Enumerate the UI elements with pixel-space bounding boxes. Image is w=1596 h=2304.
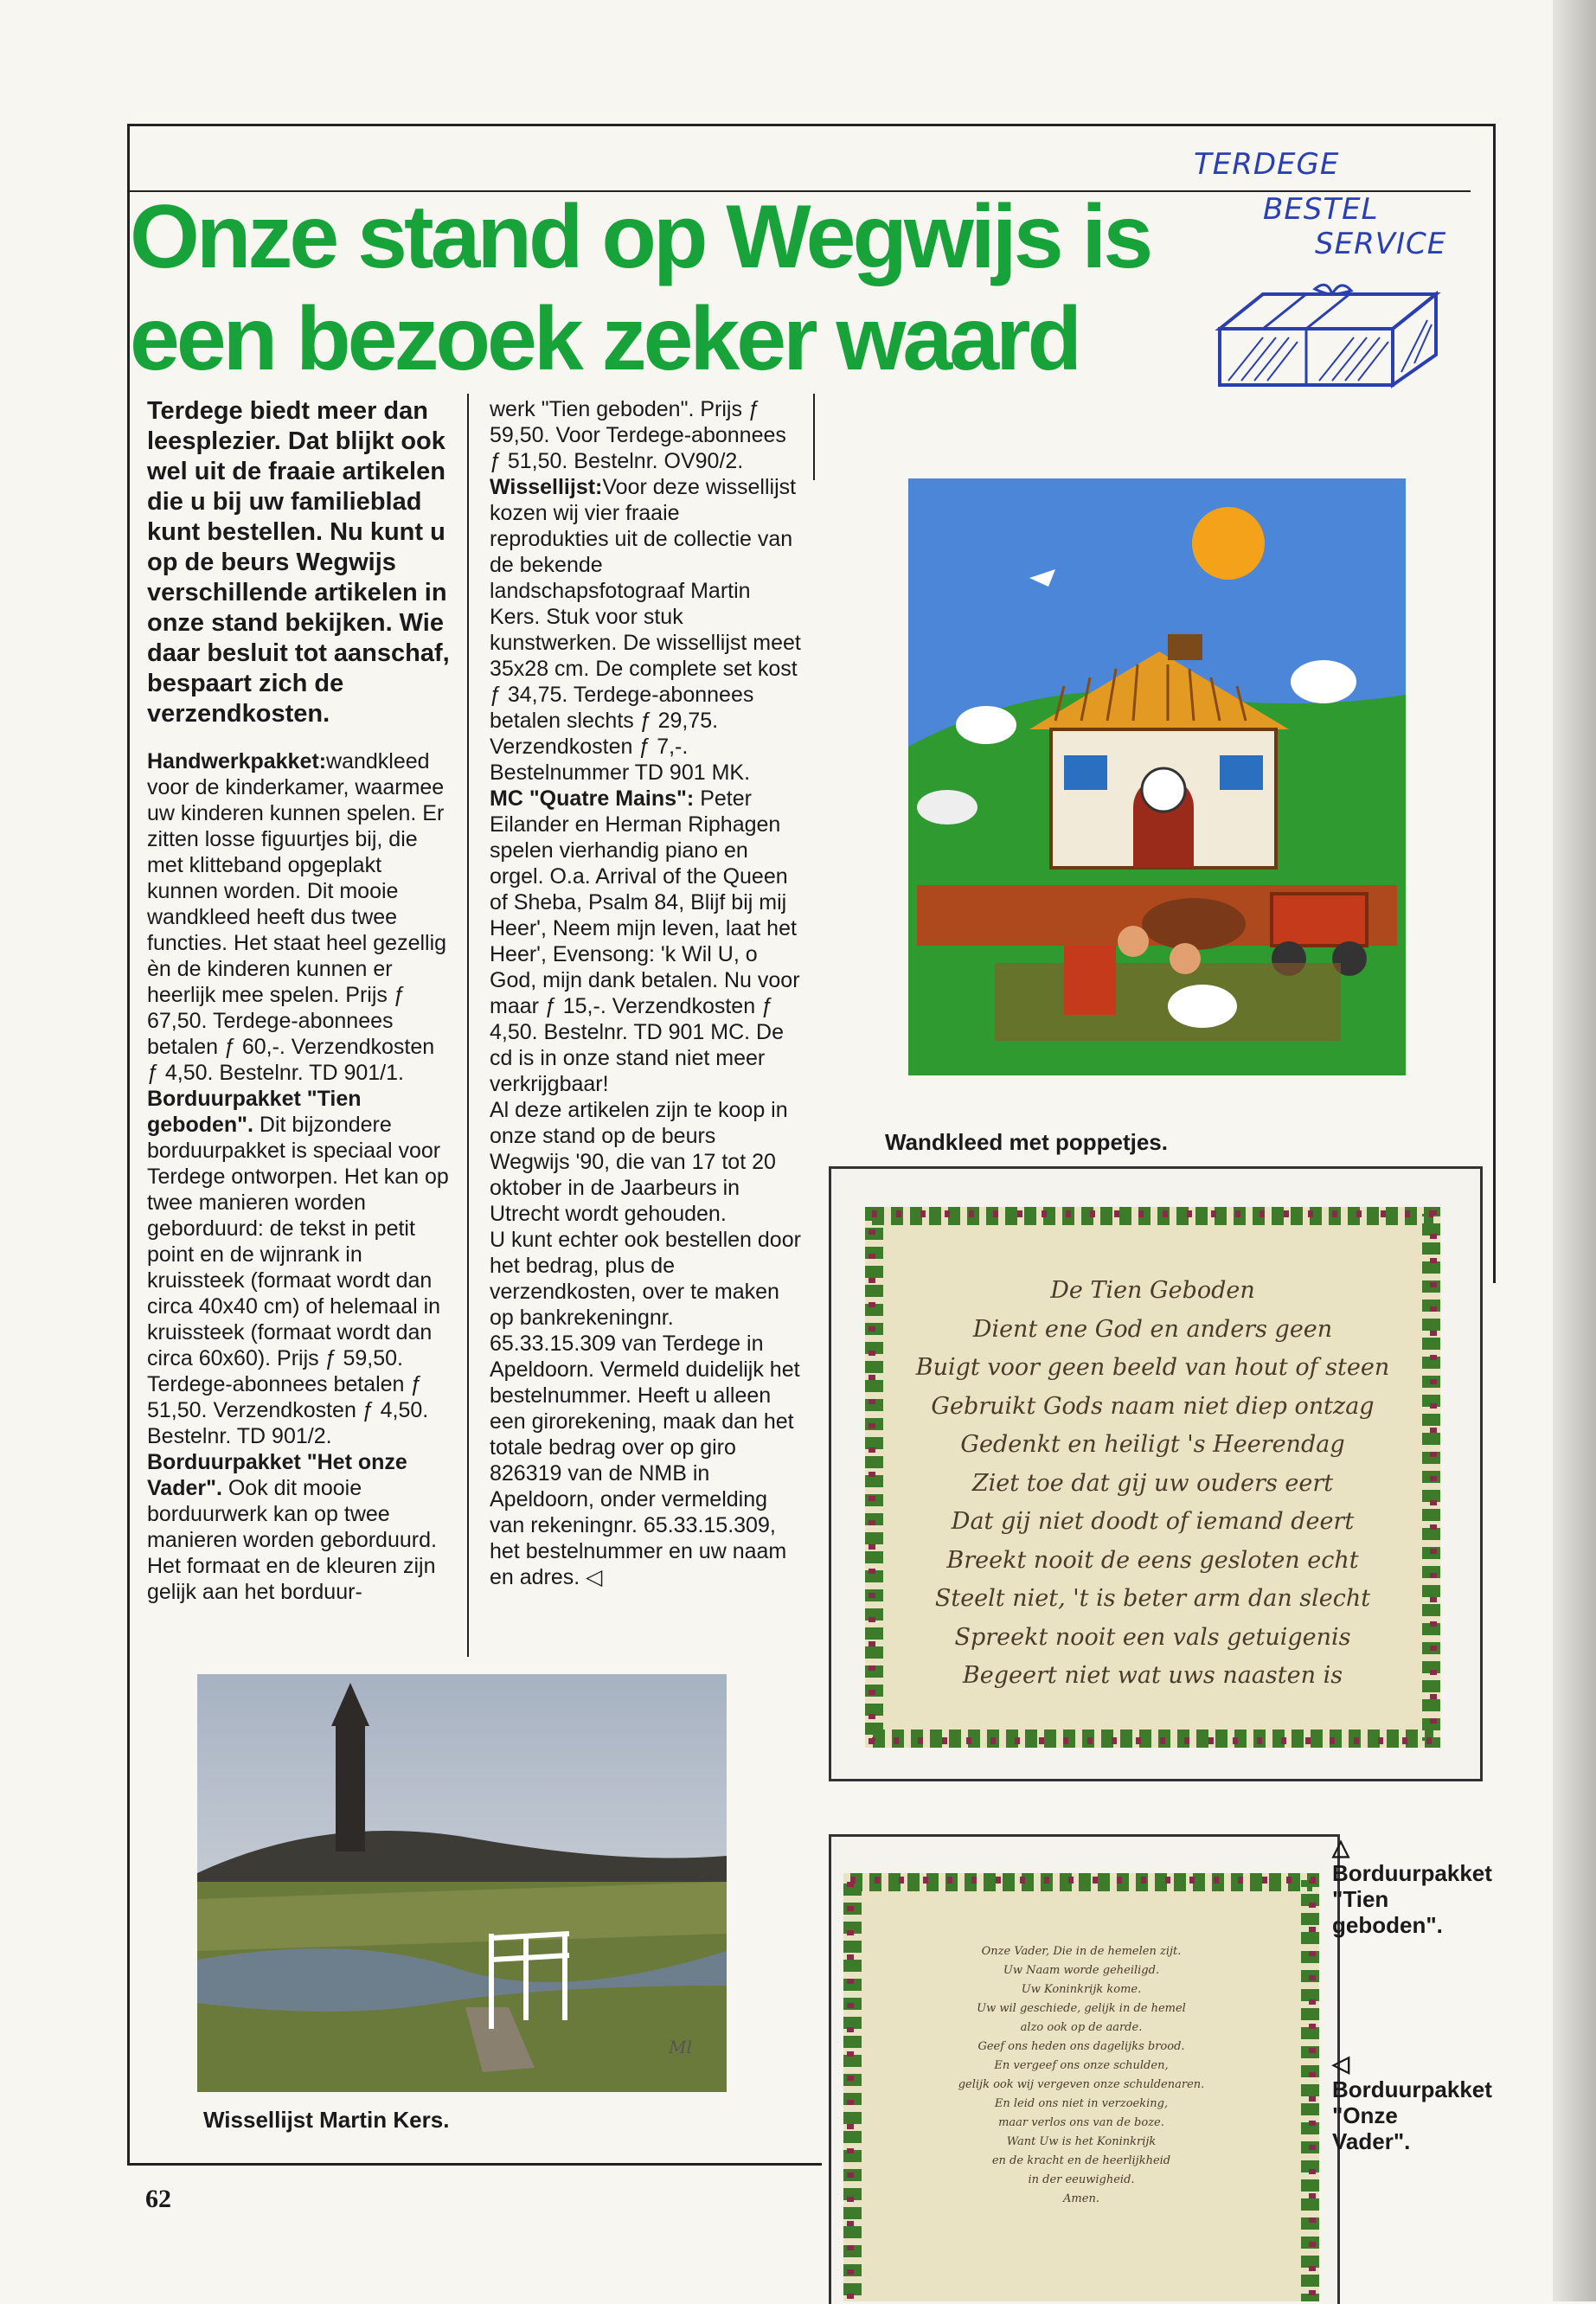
headline-line-2: een bezoek zeker waard	[130, 289, 1080, 389]
logo-line-2: BESTEL	[1263, 192, 1379, 227]
tien-geboden-label: Borduurpakket "Tien geboden".	[147, 1087, 362, 1137]
sampler-onze-line: Geef ons heden ons dagelijks brood.	[977, 2040, 1185, 2053]
sampler-tien-line: Breekt nooit de eens gesloten echt	[946, 1546, 1359, 1574]
tien-geboden-text-block	[900, 1272, 1406, 1696]
page-number: 62	[145, 2185, 171, 2213]
quatre-mains-text: Peter Eilander en Herman Riphagen spelen vierhandig piano en orgel. O.a. Arrival of the Queen of Sheba, Psalm 84, Blijf bij mij Heer', Neem mijn leven, laat het Heer', Evensong: 'k Wil U, o God, mijn dank betalen. Nu voor maar ƒ 15,-. Verzendkosten ƒ 4,50. Bestelnr. TD 901 MC. De cd is in onze stand niet meer verkrijgbaar!	[490, 786, 800, 1096]
photo-signature: Ml	[669, 2037, 692, 2057]
sampler-onze-line: En vergeef ons onze schulden,	[994, 2059, 1169, 2072]
wissellijst-photo	[197, 1674, 727, 2092]
sampler-onze-line: Uw wil geschiede, gelijk in de hemel	[977, 2002, 1186, 2015]
column-divider-2	[813, 394, 815, 480]
caption-wissellijst: Wissellijst Martin Kers.	[203, 2107, 450, 2133]
onze-vader-label: Borduurpakket "Het onze Vader".	[147, 1450, 407, 1500]
sampler-tien-line: Spreekt nooit een vals getuigenis	[954, 1623, 1351, 1651]
article-quatre-mains	[490, 786, 801, 1097]
article-tien-geboden	[147, 1086, 450, 1449]
top-frame-rule	[130, 124, 1495, 126]
onze-vader-text-block	[878, 1942, 1285, 2209]
caption-wandkleed: Wandkleed met poppetjes.	[885, 1129, 1168, 1155]
tien-geboden-image	[865, 1207, 1440, 1748]
wissellijst-label: Wissellijst:	[490, 475, 603, 499]
caption-onze-vader	[1332, 2050, 1492, 2154]
sampler-tien-line: Steelt niet, 't is beter arm dan slecht	[934, 1585, 1371, 1612]
caption-onze-text: Borduurpakket "Onze Vader".	[1332, 2076, 1492, 2154]
sampler-onze-line: Want Uw is het Koninkrijk	[1006, 2135, 1157, 2148]
sampler-tien-line: Dient ene God en anders geen	[972, 1315, 1333, 1343]
sampler-tien-line: Ziet toe dat gij uw ouders eert	[971, 1469, 1334, 1497]
logo-line-3: SERVICE	[1315, 227, 1447, 261]
intro-paragraph: Terdege biedt meer dan leesplezier. Dat blijkt ook wel uit de fraaie artikelen die u bij uw familieblad kunt bestellen. Nu kunt u op de beurs Wegwijs verschillende artikelen in onze stand bekijken. Wie daar besluit tot aanschaf, bespaart zich de verzendkosten.	[147, 397, 450, 728]
onze-vader-text: Ook dit mooie borduurwerk kan op twee manieren worden geborduurd. Het formaat en de kleuren zijn gelijk aan het borduur-	[147, 1476, 437, 1604]
onze-vader-image	[843, 1873, 1319, 2301]
left-frame-rule	[127, 124, 130, 2166]
handwerkpakket-label: Handwerkpakket:	[147, 749, 327, 773]
caption-onze-marker: ◁	[1332, 2050, 1349, 2076]
stand-info: Al deze artikelen zijn te koop in onze stand op de beurs Wegwijs '90, die van 17 tot 20 oktober in de Jaarbeurs in Utrecht wordt gehouden.	[490, 1098, 788, 1226]
sampler-tien-line: Dat gij niet doodt of iemand deert	[951, 1508, 1355, 1535]
sampler-onze-line: Amen.	[1063, 2192, 1099, 2205]
sampler-tien-line: De Tien Geboden	[1050, 1277, 1255, 1304]
wissellijst-text: Voor deze wissellijst kozen wij vier fraaie reprodukties uit de collectie van de bekende landschapsfotograaf Martin Kers. Stuk voor stuk kunstwerken. De wissellijst meet 35x28 cm. De complete set kost ƒ 34,75. Terdege-abonnees betalen slechts ƒ 29,75. Verzendkosten ƒ 7,-. Bestelnummer TD 901 MK.	[490, 475, 801, 785]
parcel-icon	[1211, 277, 1445, 389]
sampler-onze-line: En leid ons niet in verzoeking,	[994, 2097, 1169, 2110]
caption-tien-marker: △	[1332, 1834, 1349, 1860]
order-info: U kunt echter ook bestellen door het bedrag, plus de verzendkosten, over te maken op bankrekeningnr. 65.33.15.309 van Terdege in Apeldoorn. Vermeld duidelijk het bestelnummer. Heeft u alleen een girorekening, maak dan het totale bedrag over op giro 826319 van de NMB in Apeldoorn, onder vermelding van rekeningnr. 65.33.15.309, het bestelnummer en uw naam en adres. ◁	[490, 1228, 801, 1589]
article-handwerkpakket	[147, 748, 450, 1086]
binding-shadow	[1553, 0, 1596, 2301]
sampler-onze-line: Onze Vader, Die in de hemelen zijt.	[981, 1945, 1182, 1958]
handwerkpakket-text: wandkleed voor de kinderkamer, waarmee uw kinderen kunnen spelen. Er zitten losse figuurtjes bij, die met klitteband opgeplakt kunnen worden. Dit mooie wandkleed heeft dus twee functies. Het staat heel gezellig èn de kinderen kunnen er heerlijk mee spelen. Prijs ƒ 67,50. Terdege-abonnees betalen ƒ 60,-. Verzendkosten ƒ 4,50. Bestelnr. TD 901/1.	[147, 749, 447, 1085]
sampler-tien-line: Gedenkt en heiligt 's Heerendag	[960, 1431, 1345, 1458]
sampler-onze-line: Uw Koninkrijk kome.	[1021, 1983, 1142, 1996]
col2-intro-text: werk "Tien geboden". Prijs ƒ 59,50. Voor Terdege-abonnees ƒ 51,50. Bestelnr. OV90/2.	[490, 397, 786, 473]
sampler-onze-line: Uw Naam worde geheiligd.	[1003, 1964, 1160, 1977]
terdege-logo	[1194, 147, 1505, 398]
logo-line-1: TERDEGE	[1194, 147, 1340, 182]
bottom-frame-rule	[130, 2163, 822, 2166]
article-onze-vader	[147, 1449, 450, 1605]
sampler-onze-line: gelijk ook wij vergeven onze schuldenaren.	[958, 2078, 1205, 2091]
column-2	[490, 396, 801, 1590]
sampler-tien-line: Begeert niet wat uws naasten is	[962, 1662, 1343, 1689]
caption-tien-text: Borduurpakket "Tien geboden".	[1332, 1860, 1492, 1938]
wandkleed-illustration	[908, 478, 1406, 1075]
sampler-tien-line: Buigt voor geen beeld van hout of steen	[915, 1354, 1390, 1381]
landscape-illustration	[197, 1674, 727, 2092]
sampler-onze-line: in der eeuwigheid.	[1028, 2173, 1135, 2186]
sampler-onze-line: en de kracht en de heerlijkheid	[991, 2154, 1171, 2167]
headline-line-1: Onze stand op Wegwijs is	[130, 187, 1151, 287]
tien-geboden-text: Dit bijzondere borduurpakket is speciaal voor Terdege ontworpen. Het kan op twee manieren worden geborduurd: de tekst in petit point en de wijnrank in kruissteek (formaat wordt dan circa 40x40 cm) of helemaal in kruissteek (formaat wordt dan circa 60x60). Prijs ƒ 59,50. Terdege-abonnees betalen ƒ 51,50. Verzendkosten ƒ 4,50. Bestelnr. TD 901/2.	[147, 1113, 449, 1448]
sampler-tien-line: Gebruikt Gods naam niet diep ontzag	[931, 1392, 1375, 1420]
sampler-onze-line: maar verlos ons van de boze.	[998, 2116, 1164, 2129]
page-headline	[130, 186, 1151, 390]
quatre-mains-label: MC "Quatre Mains":	[490, 786, 695, 811]
column-divider	[467, 394, 469, 1657]
wandkleed-image	[908, 478, 1406, 1075]
article-wissellijst	[490, 474, 801, 786]
sampler-onze-line: alzo ook op de aarde.	[1020, 2021, 1143, 2034]
column-1	[147, 396, 450, 1605]
caption-tien-geboden	[1332, 1834, 1492, 1938]
